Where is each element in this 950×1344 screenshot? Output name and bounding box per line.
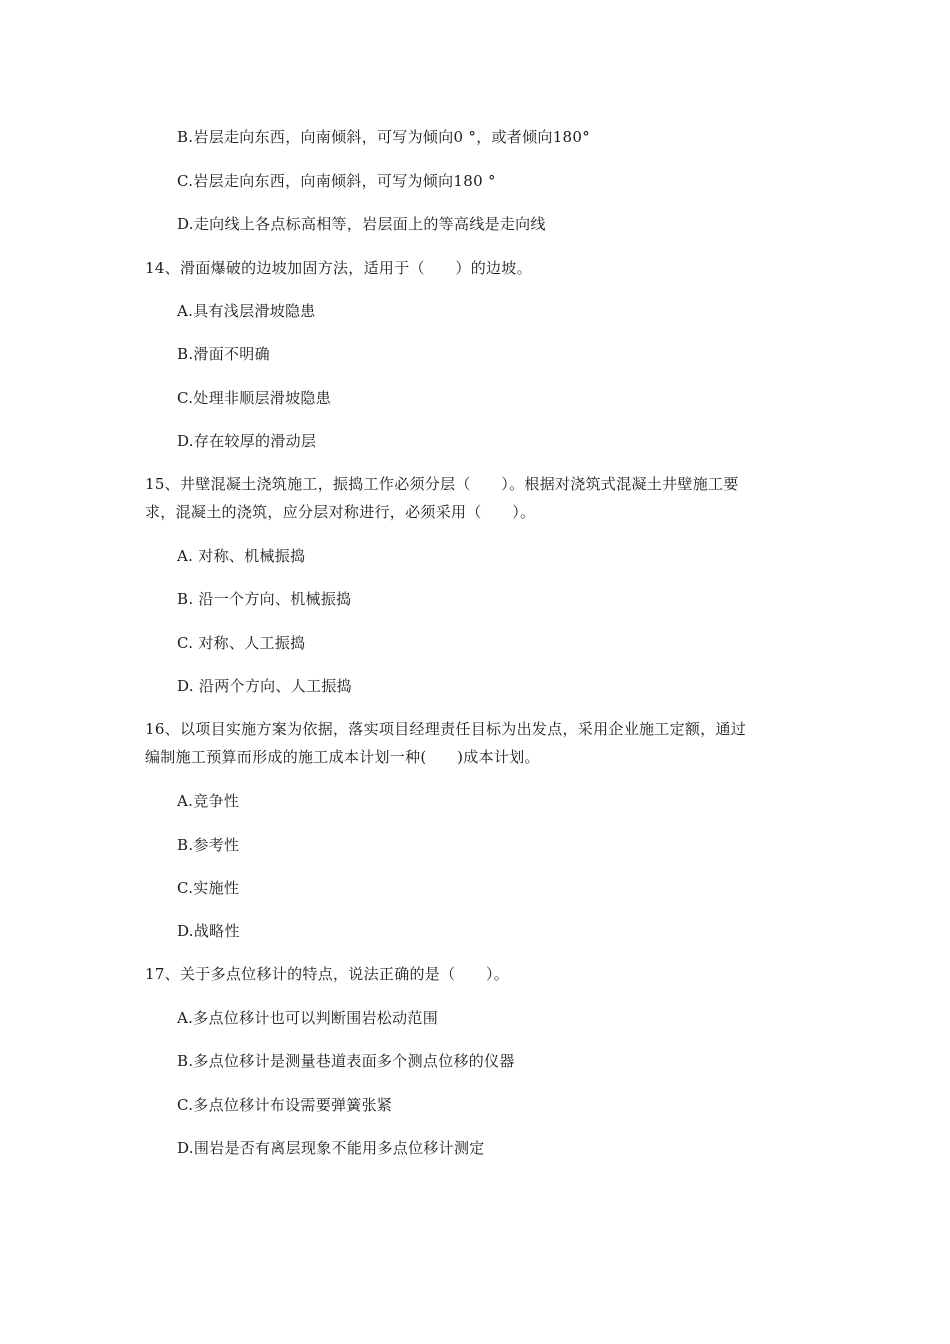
q16-stem-line1: 16、以项目实施方案为依据，落实项目经理责任目标为出发点，采用企业施工定额，通过 — [145, 720, 747, 738]
q17-option-b: B.多点位移计是测量巷道表面多个测点位移的仪器 — [177, 1052, 515, 1070]
q15-stem-line2: 求，混凝土的浇筑，应分层对称进行，必须采用（ ）。 — [145, 503, 536, 521]
q15-option-a: A. 对称、机械振捣 — [177, 547, 306, 565]
q13-option-c: C.岩层走向东西，向南倾斜，可写为倾向180 ° — [177, 172, 496, 190]
q14-option-d: D.存在较厚的滑动层 — [177, 432, 317, 450]
q17-option-a: A.多点位移计也可以判断围岩松动范围 — [177, 1009, 439, 1027]
q14-option-c: C.处理非顺层滑坡隐患 — [177, 389, 332, 407]
q14-stem: 14、滑面爆破的边坡加固方法，适用于（ ）的边坡。 — [145, 259, 532, 277]
q15-stem-line1: 15、井壁混凝土浇筑施工，振捣工作必须分层（ ）。根据对浇筑式混凝土井壁施工要 — [145, 475, 739, 493]
q16-option-c: C.实施性 — [177, 879, 240, 897]
q15-option-b: B. 沿一个方向、机械振捣 — [177, 590, 352, 608]
q15-option-c: C. 对称、人工振捣 — [177, 634, 306, 652]
q17-option-c: C.多点位移计布设需要弹簧张紧 — [177, 1096, 393, 1114]
q16-option-d: D.战略性 — [177, 922, 240, 940]
q13-option-d: D.走向线上各点标高相等，岩层面上的等高线是走向线 — [177, 215, 546, 233]
q16-option-a: A.竞争性 — [177, 792, 240, 810]
q14-option-a: A.具有浅层滑坡隐患 — [177, 302, 316, 320]
q14-option-b: B.滑面不明确 — [177, 345, 270, 363]
q17-stem: 17、关于多点位移计的特点，说法正确的是（ ）。 — [145, 965, 510, 983]
q15-option-d: D. 沿两个方向、人工振捣 — [177, 677, 352, 695]
q16-stem-line2: 编制施工预算而形成的施工成本计划一种( )成本计划。 — [145, 748, 540, 766]
q16-option-b: B.参考性 — [177, 836, 240, 854]
q13-option-b: B.岩层走向东西，向南倾斜，可写为倾向0 °，或者倾向180° — [177, 128, 591, 146]
q17-option-d: D.围岩是否有离层现象不能用多点位移计测定 — [177, 1139, 485, 1157]
